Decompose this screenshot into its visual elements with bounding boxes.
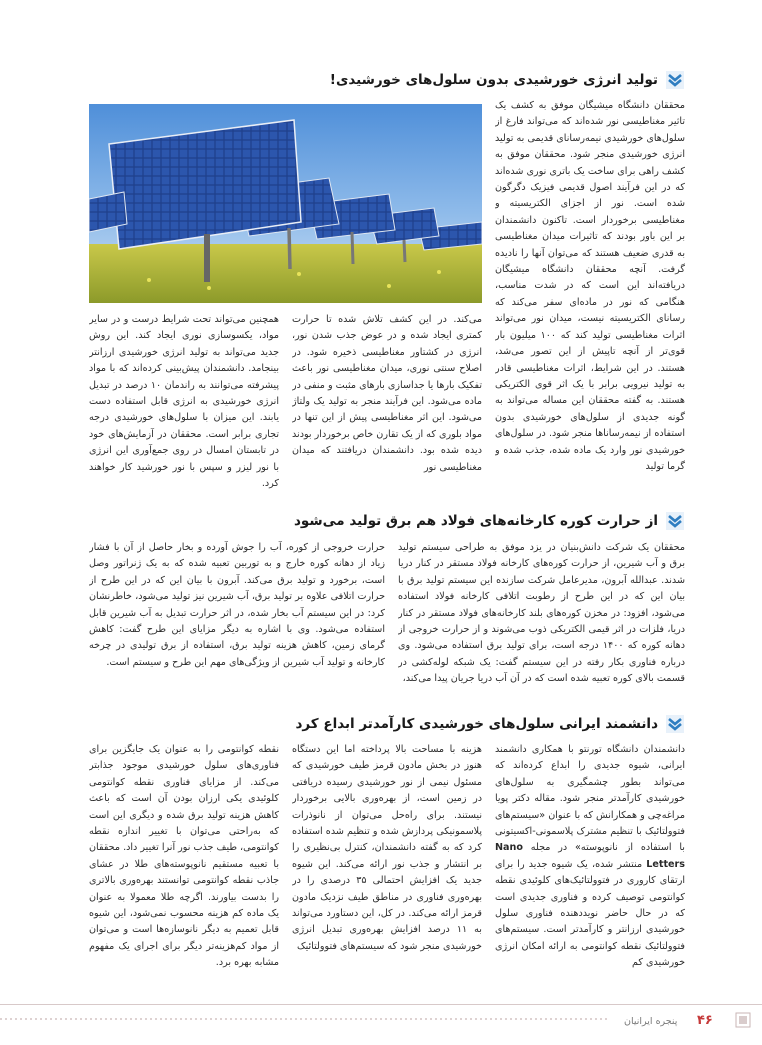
article3-title: دانشمند ایرانی سلول‌های خورشیدی کارآمدتر ابداع کرد bbox=[295, 716, 658, 732]
article1-column-middle bbox=[292, 312, 482, 490]
article3-column-right-text-b: منتشر شده، یک شیوه جدید را برای ارتقای کاروری در فتوولتائیک‌های کلوئیدی نقطه کوانتومی توصیف کرده و فناوری جدیدی است که در حال حاضر نوید‌دهنده فناوری سلول خورشیدی ارزانتر و کارآمدتر است. سیستم‌های فتوولتائیک نقطه کوانتومی به ارائه امکان انرژی خورشیدی کم bbox=[495, 858, 685, 969]
footer-dotted-rule bbox=[0, 1017, 610, 1021]
chevron-bullet-icon bbox=[666, 71, 684, 89]
article1-column-left bbox=[89, 312, 279, 490]
journal-name: Nano Letters bbox=[495, 842, 685, 870]
article1-column-right bbox=[495, 98, 685, 490]
article1-column-right-text: محققان دانشگاه میشیگان موفق به کشف یک تاثیر مغناطیسی نور شده‌اند که می‌تواند فارغ از سلول‌های خورشیدی نیمه‌رسانای قدیمی به تولید انرژی خورشیدی منجر شود. محققان موفق به کشف راهی برای ساخت یک باتری نوری شده‌اند که در این فرآیند اصول قدیمی فیزیک دگرگون شده است. نور از اجزای الکتریسیته و مغناطیسی برخوردار است. تاکنون دانشمندان بر این باور بودند که تاثیرات میدان مغناطیسی به قدری ضعیف هستند که می‌توان آنها را نادیده گرفت. آنچه محققان دانشگاه میشیگان دریافته‌اند این است که در شدت مناسب، هنگامی که نور در ماده‌ای سفر می‌کند که رسانای الکتریسیته نیست، میدان نور می‌تواند اثرات مغناطیسی تولید کند که ۱۰۰ میلیون بار قوی‌تر از آنچه تاپیش از این تصور می‌شد، هستند. در این شرایط، اثرات مغناطیسی قادر به تولید نیرویی برابر با یک اثر قوی الکتریکی هستند. به گفته محققان این مساله می‌تواند به گونه جدیدی از سلول‌های خورشیدی بدون استفاده از نیمه‌رساناها منجر شود. در سلول‌های خورشیدی نور وارد یک ماده شده، جذب شده و گرما تولید bbox=[495, 100, 685, 472]
article2-column-left bbox=[89, 540, 385, 698]
article3-column-middle bbox=[292, 742, 482, 980]
footer-divider bbox=[0, 1004, 762, 1005]
article1-title: تولید انرژی خورشیدی بدون سلول‌های خورشیدی! bbox=[329, 72, 658, 88]
article3-column-middle-text: هزینه با مساحت بالا پرداخته اما این دستگاه هنوز در بخش مادون قرمز طیف خورشیدی که مسئول نیمی از نور خورشیدی رسیده دریافتی در زمین است، از بهره‌وری بالایی برخوردار نیستند. برای راه‌حل می‌توان از نانوذرات پلاسمونیکی پردازش شده و تنظیم شده استفاده کرد که به گفته دانشمندان، کنترل بی‌نظیری را بر انتشار و جذب نور ارائه می‌کند. این شیوه جدید یک افزایش احتمالی ۳۵ درصدی را در بهره‌وری فناوری در مناطق طیف نزدیک مادون قرمز ارائه می‌کند. در کل، این دستاورد می‌تواند به ۱۱ درصد افزایش بهره‌وری تبدیل انرژی خورشیدی منجر شود که سیستم‌های فتوولتائیک bbox=[292, 744, 482, 952]
article3-column-left bbox=[89, 742, 279, 980]
chevron-bullet-icon bbox=[666, 715, 684, 733]
article3-column-left-text: نقطه کوانتومی را به عنوان یک جایگزین برای فناوری‌های سلول خورشیدی موجود جذابتر می‌کند. از مزایای فناوری نقطه کوانتومی کلوئیدی یکی ارزان بودن آن است که باعث کاهش هزینه تولید برق شده و دیگری این است که به‌راحتی می‌توان با تغییر اندازه نقطه کوانتومی، طیف جذب نور آنرا تغییر داد. محققان با تعبیه مستقیم نانوپوسته‌های طلا در عشای جاذب نقطه کوانتومی توانستند بهره‌وری بالاتری را بدست بیاورند. اگرچه طلا معمولا به عنوان یک ماده کم هزینه محسوب نمی‌شود، این شیوه قابل تعمیم به دیگر نانوسازه‌ها است و می‌توان از مواد کم‌هزینه‌تر دیگر برای اجرای یک مفهوم مشابه بهره برد. bbox=[89, 744, 279, 969]
article3-column-right-text bbox=[495, 742, 685, 972]
solar-panels-photo bbox=[89, 104, 482, 303]
article1-column-middle-text: می‌کند. در این کشف تلاش شده تا حرارت کمتری ایجاد شده و در عوض جذب شدن نور، انرژی در کشتاور مغناطیسی ذخیره شود. در اصلاح سنتی نوری، میدان مغناطیسی نور باعث تفکیک بارها یا جداسازی بارهای مثبت و منفی در ماده می‌شود. این فرآیند منجر به تولید یک ولتاژ می‌شود. این اثر مغناطیسی پیش از این تنها در مواد بلوری که از یک تقارن خاص برخوردار بودند دیده شده بود. دانشمندان دریافتند که میدان مغناطیسی نور bbox=[292, 314, 482, 473]
article2-column-right bbox=[398, 540, 685, 698]
article3-column-right bbox=[495, 742, 685, 980]
article2-column-left-text: حرارت خروجی از کوره، آب را جوش آورده و بخار حاصل از آن با فشار زیاد از دهانه کوره خارج و به توربین تعبیه شده که به یک ژنراتور وصل است، برخورد و تولید برق می‌کند. آبرون با بیان این که در این طرح از حرارت اتلافی علاوه بر تولید برق، آب شیرین نیز تولید می‌شود، خاطرنشان کرد: در این سیستم آب بخار شده، در اثر حرارت تبدیل به آب شیرین قابل استفاده می‌شود. وی با اشاره به دیگر مزایای این طرح گفت: کاهش گرمای زمین، کاهش هزینه تولید برق، استفاده از برق تولیدی در چرخه کارخانه و تولید آب شیرین از ویژگی‌های مهم این طرح و سیستم است. bbox=[89, 542, 385, 668]
magazine-name: پنجره ایرانیان bbox=[624, 1016, 678, 1027]
chevron-bullet-icon bbox=[666, 512, 684, 530]
article2-column-right-text: محققان یک شرکت دانش‌بنیان در یزد موفق به طراحی سیستم تولید برق و آب شیرین، از حرارت کوره‌های کارخانه فولاد مستقر در کنار دریا شدند. عبدالله آبرون، مدیرعامل شرکت سازنده این سیستم تولید برق با بیان این که در این طرح از رطوبت اتلافی کارخانه فولاد استفاده می‌شود، افزود: در مخزن کوره‌های بلند کارخانه‌های فولاد مستقر در کنار دریا، فلزات در اثر قیمی الکتریکی ذوب می‌شوند و از حرارت خروجی از دهانه کوره که ۱۴۰۰ درجه است، برای تولید برق استفاده می‌شود. وی درباره فناوری بکار رفته در این سیستم گفت: یک شبکه لوله‌کشی در قسمت بالای کوره تعبیه شده است که در آن آب دریا جریان پیدا می‌کند، bbox=[398, 542, 685, 685]
article1-headline bbox=[330, 71, 684, 89]
article3-column-right-text-a: دانشمندان دانشگاه تورنتو با همکاری دانشمند ایرانی، شیوه جدیدی را ابداع کرده‌اند که می‌تواند بطور چشمگیری به سلول‌های خورشیدی کارآمدتر منجر شود. مقاله دکتر پویا مراغه‌چی و همکارانش که با عنوان «سیستم‌های فتوولتائیک با تنظیم مشترک پلاسمونی-اکسیتونی با استفاده از نانوپوسته» در مجله bbox=[495, 744, 685, 854]
article1-column-left-text: همچنین می‌تواند تحت شرایط درست و در سایر مواد، یکسوسازی نوری ایجاد کند. این روش جدید می‌تواند به تولید انرژی خورشیدی ارزانتر بینجامد. دانشمندان پیش‌بینی کرده‌اند که با مواد پیشرفته می‌توانند به راندمان ۱۰ درصد در تبدیل انرژی خورشیدی به انرژی قابل استفاده دست یابند. این میزان با سلول‌های خورشیدی درجه تجاری برابر است. محققان در آزمایش‌های خود در تابستان امسال در روی جمع‌آوری این انرژی با نور لیزر و سپس با نور خورشید کار خواهند کرد. bbox=[89, 314, 279, 490]
page-number: ۴۶ bbox=[697, 1013, 713, 1028]
article2-headline bbox=[294, 512, 684, 530]
article2-title: از حرارت کوره کارخانه‌های فولاد هم برق تولید می‌شود bbox=[293, 513, 658, 529]
magazine-logo-icon bbox=[735, 1012, 751, 1028]
article3-headline bbox=[295, 715, 684, 733]
